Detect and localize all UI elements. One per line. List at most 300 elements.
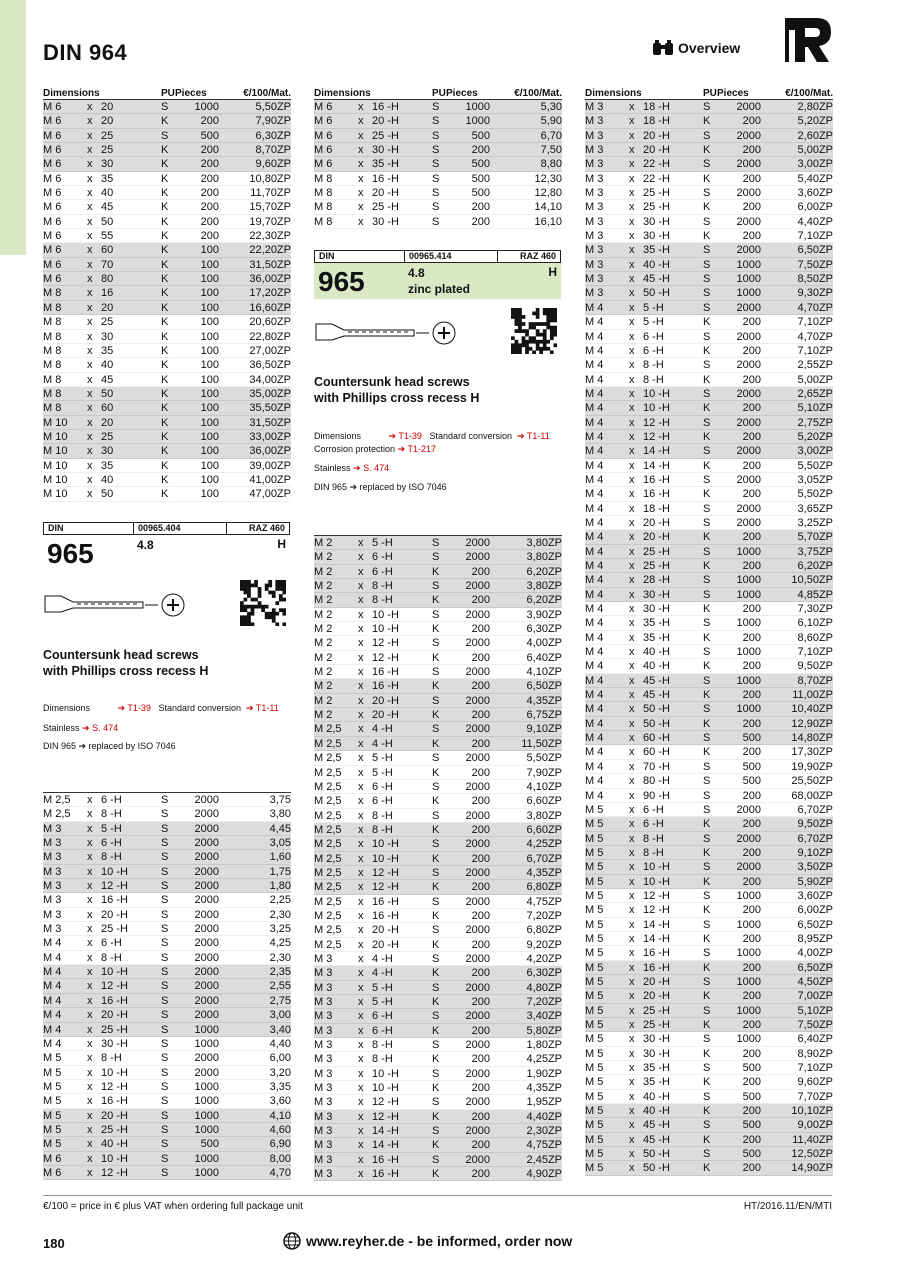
cell-pu: K [703,603,711,616]
table-row [314,186,562,200]
cell-pu: S [703,674,711,687]
corrosion-ref-link[interactable]: ➔ T1-217 [397,444,436,454]
cell-x-sign: x [629,115,635,128]
cell-pieces: 100 [200,316,219,329]
cell-x-sign: x [629,1133,635,1146]
cell-price: 2,35 [269,966,291,979]
cell-thread: M 3 [585,201,604,214]
cell-pieces: 2000 [465,637,490,650]
cell-x-sign: x [358,996,364,1008]
cell-length: 20 -H [372,694,399,707]
dim-ref-link[interactable]: ➔ T1-39 [388,431,422,441]
table-row [43,200,291,214]
cell-length: 8 -H [372,823,393,836]
cell-thread: M 2 [314,551,333,564]
cell-length: 5 -H [643,316,664,329]
cell-thread: M 3 [585,230,604,243]
cell-pu: S [432,752,440,765]
cell-price: 8,60ZP [797,631,833,644]
cell-x-sign: x [629,545,635,558]
cell-x-sign: x [629,889,635,902]
article-number: 00965.414 [405,251,498,262]
table-row [43,430,291,444]
cell-pieces: 1000 [736,258,761,271]
cell-pieces: 200 [742,1019,761,1031]
cell-pieces: 200 [471,1139,490,1152]
cell-thread: M 8 [43,402,62,415]
cell-pieces: 100 [200,344,219,357]
cell-price: 11,50ZP [521,737,562,750]
cell-thread: M 2,5 [314,766,342,779]
cell-pu: K [703,201,711,214]
cell-pu: S [161,808,169,821]
screw-drawing-icon [314,318,459,346]
table-row [585,760,833,774]
cell-x-sign: x [629,230,635,243]
cell-thread: M 5 [585,904,604,917]
cell-price: 1,60 [269,851,291,864]
cell-x-sign: x [629,402,635,415]
table-rule [314,510,562,536]
dim-ref-link[interactable]: ➔ T1-39 [117,703,151,713]
cell-x-sign: x [629,574,635,587]
table-row [314,809,562,823]
cell-pieces: 200 [742,846,761,859]
cell-price: 6,10ZP [797,617,833,630]
cell-pu: K [161,359,169,372]
table-row [43,444,291,458]
cell-pu: K [161,416,169,429]
cell-length: 10 -H [643,861,670,874]
cell-price: 6,60ZP [526,823,562,836]
table-row [585,1061,833,1075]
cell-thread: M 8 [43,316,62,329]
cell-thread: M 4 [585,789,604,802]
cell-thread: M 2,5 [314,938,342,951]
cell-length: 10 -H [372,838,399,851]
table-row [314,995,562,1009]
table-row [43,807,291,821]
cell-pu: S [432,666,440,679]
cell-length: 6 -H [643,330,664,343]
cell-x-sign: x [87,359,93,372]
cell-price: 4,25ZP [526,1053,562,1066]
table-row [585,932,833,946]
cell-pieces: 2000 [736,516,761,529]
cell-length: 40 -H [101,1138,128,1151]
cell-length: 35 [101,459,114,472]
cell-price: 5,90ZP [797,875,833,888]
cell-length: 80 -H [643,775,670,788]
cell-price: 36,50ZP [249,359,291,372]
cell-x-sign: x [87,201,93,214]
cell-length: 12 -H [372,651,399,664]
cell-x-sign: x [358,1153,364,1166]
table-row [43,1008,291,1022]
cell-pieces: 1000 [194,1109,219,1122]
cell-pu: S [161,951,169,964]
cell-pu: K [161,158,169,171]
cell-pieces: 2000 [194,837,219,850]
cell-thread: M 8 [314,172,333,185]
cell-x-sign: x [629,215,635,228]
stainless-ref-link[interactable]: ➔ S. 474 [353,463,390,473]
cell-x-sign: x [629,1105,635,1118]
cell-thread: M 6 [43,244,62,257]
table-row [585,487,833,501]
cell-price: 5,50ZP [797,488,833,501]
cell-x-sign: x [87,851,93,864]
table-row [43,865,291,879]
table-row [43,965,291,979]
cell-x-sign: x [358,866,364,879]
cell-pieces: 200 [471,709,490,722]
cell-x-sign: x [629,1062,635,1075]
cell-length: 4 -H [372,952,393,965]
table-row [585,330,833,344]
cell-pieces: 200 [471,215,490,228]
cell-pieces: 200 [742,316,761,329]
website-link[interactable] [283,1232,572,1250]
cell-x-sign: x [87,980,93,993]
cell-x-sign: x [87,402,93,415]
cell-price: 33,00ZP [249,430,291,443]
table-row [43,1109,291,1123]
cell-pieces: 2000 [736,861,761,874]
stainless-ref-link[interactable]: ➔ S. 474 [82,723,119,733]
cell-pieces: 200 [742,689,761,702]
table-row [43,344,291,358]
cell-x-sign: x [358,952,364,965]
cell-price: 5,50ZP [526,752,562,765]
cell-thread: M 6 [43,144,62,157]
cell-pu: S [703,187,711,200]
table-row [314,1153,562,1167]
cell-x-sign: x [629,101,635,113]
table-row [43,487,291,501]
cell-thread: M 3 [314,1039,333,1052]
cell-x-sign: x [87,215,93,228]
cell-x-sign: x [358,709,364,722]
cell-price: 3,65ZP [797,502,833,515]
cell-pu: S [432,1153,440,1166]
cell-length: 10 -H [101,1066,128,1079]
cell-x-sign: x [358,1110,364,1123]
cell-pieces: 200 [200,144,219,157]
cell-pieces: 2000 [465,537,490,549]
cell-pieces: 1000 [736,975,761,988]
cell-x-sign: x [358,752,364,765]
cell-pieces: 2000 [194,794,219,806]
cell-pu: K [703,875,711,888]
cell-pieces: 2000 [194,937,219,950]
cell-pu: S [161,1095,169,1108]
overview-link[interactable] [652,40,740,56]
cell-length: 5 -H [643,301,664,314]
cell-x-sign: x [629,603,635,616]
cell-pu: K [703,115,711,128]
cell-pu: S [703,244,711,257]
cell-thread: M 4 [43,951,62,964]
cell-length: 14 -H [643,932,670,945]
cell-length: 30 -H [643,588,670,601]
table-row [314,1110,562,1124]
cell-pieces: 200 [471,852,490,865]
table-row [43,100,291,114]
cell-price: 8,50ZP [797,273,833,286]
cell-pu: K [161,402,169,415]
reyher-logo-icon [783,16,833,64]
cell-thread: M 8 [314,187,333,200]
cell-x-sign: x [87,822,93,835]
cell-pieces: 1000 [194,1166,219,1179]
cell-pu: S [703,1119,711,1132]
cell-x-sign: x [358,144,364,157]
cell-x-sign: x [358,158,364,171]
cell-x-sign: x [87,430,93,443]
cell-pieces: 2000 [736,215,761,228]
cell-pu: K [161,287,169,300]
cell-pu: K [432,1053,440,1066]
cell-price: 9,20ZP [526,938,562,951]
cell-pu: S [703,101,711,113]
cell-price: 3,75ZP [797,545,833,558]
std-ref-link[interactable]: ➔ T1-11 [246,703,279,713]
table-row [43,401,291,415]
std-ref-link[interactable]: ➔ T1-11 [517,431,550,441]
cell-length: 30 -H [643,1047,670,1060]
cell-price: 6,40ZP [526,651,562,664]
table-row [43,1051,291,1065]
cell-pieces: 2000 [194,865,219,878]
qr-code-icon[interactable] [240,580,286,626]
cell-x-sign: x [629,172,635,185]
cell-price: 6,40ZP [797,1033,833,1046]
cell-x-sign: x [629,344,635,357]
cell-pu: K [703,932,711,945]
cell-price: 8,95ZP [797,932,833,945]
cell-pu: S [703,502,711,515]
table-row [585,172,833,186]
cell-pieces: 2000 [194,1066,219,1079]
cell-price: 4,10ZP [526,780,562,793]
cell-pu: K [703,316,711,329]
cell-pu: S [703,129,711,142]
cell-x-sign: x [629,1004,635,1017]
table-row [585,545,833,559]
cell-pu: K [161,445,169,458]
cell-pieces: 2000 [194,822,219,835]
din-bar [314,250,561,263]
table-row [43,258,291,272]
cell-price: 1,80ZP [526,1039,562,1052]
cell-thread: M 2 [314,565,333,578]
cell-length: 40 [101,473,114,486]
cell-length: 12 -H [643,430,670,443]
cell-length: 14 -H [643,459,670,472]
cell-pu: K [703,144,711,157]
cell-pu: S [161,1138,169,1151]
cell-price: 4,20ZP [526,952,562,965]
cell-pu: S [703,832,711,845]
cell-pieces: 2000 [465,895,490,908]
cell-x-sign: x [87,966,93,979]
cell-thread: M 4 [585,301,604,314]
cell-length: 45 -H [643,689,670,702]
cell-price: 7,10ZP [797,344,833,357]
cell-length: 25 -H [101,1023,128,1036]
din-box [43,535,290,571]
cell-pu: S [432,895,440,908]
cell-x-sign: x [87,172,93,185]
cell-price: 36,00ZP [249,273,291,286]
cell-pu: S [161,101,169,113]
cell-pieces: 2000 [736,502,761,515]
cell-x-sign: x [358,129,364,142]
hdr-pieces: Pieces [175,88,207,99]
cell-pieces: 1000 [194,1023,219,1036]
cell-thread: M 2 [314,680,333,693]
cell-length: 20 -H [643,516,670,529]
cell-thread: M 4 [585,732,604,745]
hdr-price: €/100/Mat. [514,88,562,99]
cell-length: 16 -H [372,680,399,693]
cell-pu: K [161,459,169,472]
cell-thread: M 2,5 [314,737,342,750]
table-row [585,803,833,817]
cell-length: 55 [101,230,114,243]
cell-x-sign: x [87,1109,93,1122]
cell-price: 9,10ZP [526,723,562,736]
cell-length: 20 -H [101,1009,128,1022]
cell-pu: K [703,1133,711,1146]
cell-length: 8 -H [643,832,664,845]
table-row [43,922,291,936]
cell-x-sign: x [358,780,364,793]
cell-price: 17,20ZP [249,287,291,300]
cell-price: 7,20ZP [526,996,562,1008]
cell-pieces: 200 [742,631,761,644]
cell-length: 40 -H [643,1090,670,1103]
table-row [585,459,833,473]
cell-length: 30 [101,158,114,171]
table-row [585,789,833,803]
cell-price: 4,10ZP [526,666,562,679]
cell-price: 1,95ZP [526,1096,562,1109]
cell-length: 25 -H [643,187,670,200]
cell-pu: K [432,823,440,836]
cell-pu: S [432,694,440,707]
cell-pu: S [432,1010,440,1023]
cell-pu: K [703,1047,711,1060]
cell-thread: M 3 [314,1139,333,1152]
table-row [43,473,291,487]
cell-price: 11,70ZP [250,187,291,200]
cell-pieces: 200 [471,201,490,214]
cell-pu: S [703,330,711,343]
cell-pieces: 1000 [736,918,761,931]
din-number: 965 [47,538,94,569]
cell-pieces: 100 [200,244,219,257]
cell-pu: K [703,459,711,472]
cell-price: 6,50ZP [797,918,833,931]
cell-thread: M 5 [585,1105,604,1118]
cell-pieces: 100 [200,430,219,443]
cell-length: 20 -H [372,709,399,722]
cell-length: 45 [101,201,114,214]
cell-length: 50 -H [643,703,670,716]
cell-pieces: 200 [471,1024,490,1037]
cell-x-sign: x [87,230,93,243]
cell-x-sign: x [87,344,93,357]
cell-price: 7,50ZP [797,258,833,271]
cell-length: 30 -H [372,144,399,157]
table-row [585,1147,833,1161]
cell-pu: S [161,1037,169,1050]
table-row [585,157,833,171]
cell-price: 7,10ZP [797,1062,833,1075]
cell-pieces: 200 [742,789,761,802]
table-row [314,1024,562,1038]
cell-length: 20 -H [101,908,128,921]
cell-thread: M 5 [585,1133,604,1146]
cell-pu: S [703,258,711,271]
cell-x-sign: x [629,975,635,988]
cell-pu: S [161,1009,169,1022]
cell-length: 20 -H [372,187,399,200]
cell-pu: K [161,373,169,386]
qr-code-icon[interactable] [511,308,557,354]
cell-x-sign: x [629,904,635,917]
table-col2 [314,86,562,229]
cell-price: 16,10 [534,215,562,228]
cell-length: 12 -H [101,980,128,993]
cell-price: 10,40ZP [791,703,833,716]
cell-x-sign: x [358,172,364,185]
table-row [585,1075,833,1089]
cell-thread: M 6 [314,158,333,171]
cell-price: 31,50ZP [249,258,291,271]
cell-thread: M 10 [43,459,68,472]
cell-length: 20 -H [643,129,670,142]
cell-length: 16 -H [372,666,399,679]
table-row [585,344,833,358]
cell-pu: K [432,565,440,578]
cell-length: 5 -H [372,752,393,765]
cell-length: 16 -H [101,1095,128,1108]
table-row [585,286,833,300]
cell-pieces: 1000 [194,1152,219,1165]
cell-thread: M 2 [314,580,333,593]
cell-x-sign: x [87,316,93,329]
cell-pieces: 100 [200,273,219,286]
cell-x-sign: x [87,923,93,936]
cell-length: 20 [101,301,114,314]
cell-thread: M 4 [585,416,604,429]
cell-pu: S [432,551,440,564]
cell-price: 2,30ZP [526,1125,562,1138]
din-label: DIN [44,523,134,534]
cell-length: 12 -H [101,880,128,893]
table-row [43,1137,291,1151]
table-row [585,1118,833,1132]
cell-thread: M 4 [585,430,604,443]
table-row [43,936,291,950]
cell-x-sign: x [87,937,93,950]
cell-length: 4 -H [372,737,393,750]
cell-price: 6,70ZP [797,803,833,816]
cell-thread: M 5 [585,1148,604,1161]
